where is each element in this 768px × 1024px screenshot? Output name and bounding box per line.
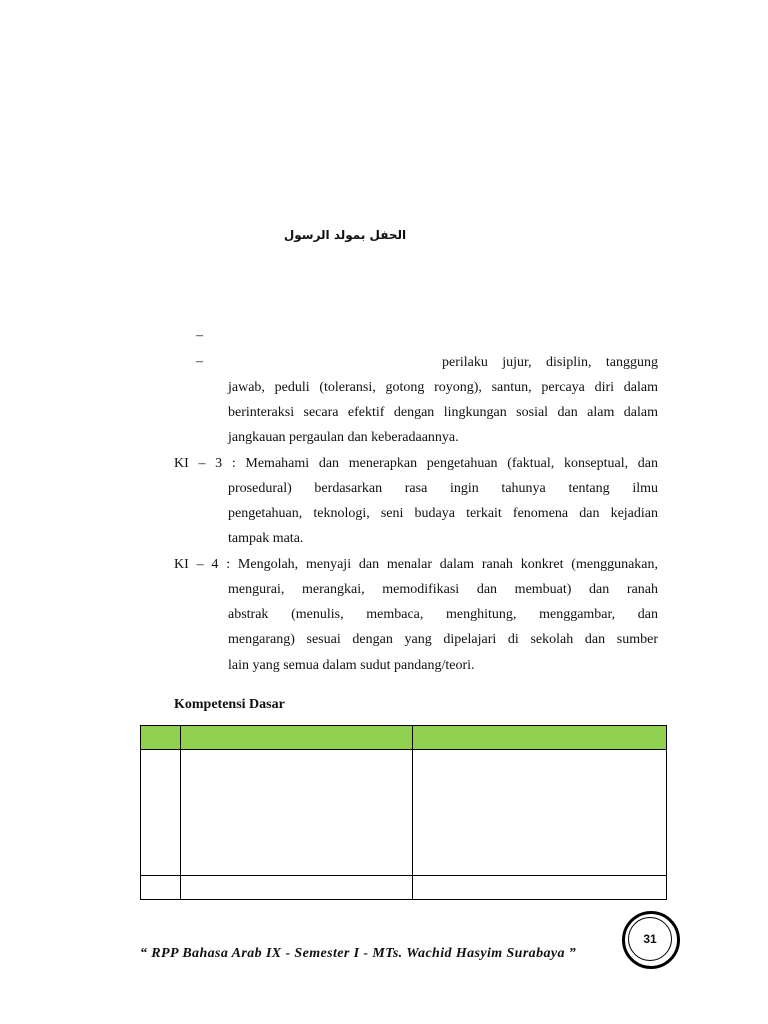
text-line: pengetahuan, teknologi, seni budaya terkait fenomena dan kejadian [228, 506, 658, 522]
table-header-cell [141, 726, 181, 750]
table-header-row [141, 726, 667, 750]
table-cell [413, 876, 667, 900]
table-row [141, 750, 667, 876]
page-number: 31 [628, 917, 672, 961]
ki4-first-line [174, 552, 658, 577]
table-header-cell [181, 726, 413, 750]
ki2-paragraph [228, 375, 658, 451]
text-line: mengurai, merangkai, memodifikasi dan membuat) dan ranah [228, 582, 658, 597]
table-header-cell [413, 726, 667, 750]
ki3-first-line [174, 451, 658, 476]
text-line: berinteraksi secara efektif dengan lingkungan sosial dan alam dalam [228, 405, 658, 421]
bullet-dash: – [196, 328, 203, 343]
table-cell [181, 876, 413, 900]
text-line: jangkauan pergaulan dan keberadaannya. [228, 430, 459, 446]
text-line: abstrak (menulis, membaca, menghitung, menggambar, dan [228, 607, 658, 623]
table-cell [181, 750, 413, 876]
footer-text: “ RPP Bahasa Arab IX - Semester I - MTs. Wachid Hasyim Surabaya ” [140, 946, 577, 961]
text-line: mengarang) sesuai dengan yang dipelajari di sekolah dan sumber [228, 632, 658, 648]
text-line: KI – 3 : Memahami dan menerapkan pengetahuan (faktual, konseptual, dan [174, 456, 658, 471]
ki2-text-line [442, 350, 658, 375]
ki4-paragraph [228, 577, 658, 678]
table-cell [141, 876, 181, 900]
table-cell [413, 750, 667, 876]
bullet-dash: – [196, 354, 203, 369]
text-line: tampak mata. [228, 531, 304, 547]
text-line: prosedural) berdasarkan rasa ingin tahunya tentang ilmu [228, 481, 658, 496]
section-heading: Kompetensi Dasar [174, 697, 285, 712]
ki3-paragraph [228, 476, 658, 552]
text-line: jawab, peduli (toleransi, gotong royong), santun, percaya diri dalam [228, 380, 658, 395]
table-row [141, 876, 667, 900]
text-line: KI – 4 : Mengolah, menyaji dan menalar dalam ranah konkret (menggunakan, [174, 557, 658, 572]
text-line: perilaku jujur, disiplin, tanggung [442, 355, 658, 370]
text-line: lain yang semua dalam sudut pandang/teori. [228, 657, 475, 673]
arabic-title: الحفل بمولد الرسول [283, 228, 407, 242]
table-cell [141, 750, 181, 876]
kompetensi-table [140, 725, 667, 900]
